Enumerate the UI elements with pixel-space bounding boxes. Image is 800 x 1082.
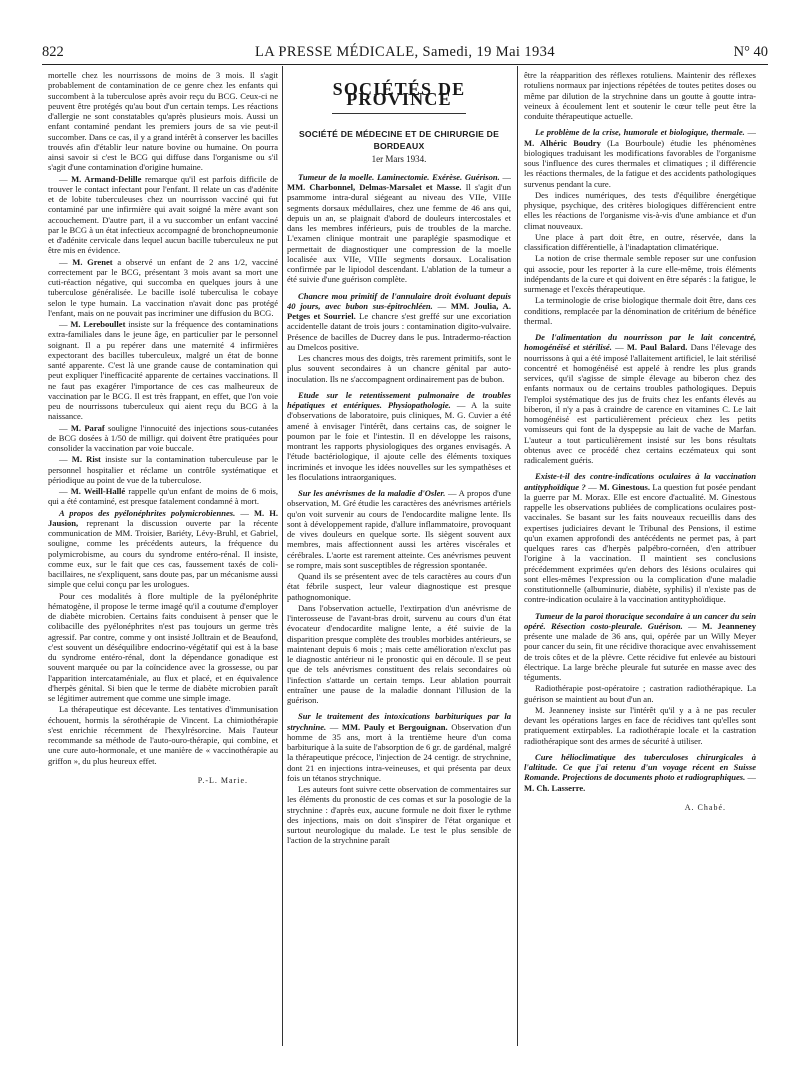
society-title: SOCIÉTÉ DE MÉDECINE ET DE CHIRURGIE DE BORDEAUX: [298, 128, 500, 151]
paragraph: Pour ces modalités à flore multiple de la pyélonéphrite hématogène, il propose le terme imagé qu'il a coutume d'employer de diabète microbien. Certains faits conduisent à penser que le colibacille des pyélonéphrites n'est pas toujours un germe très agressif. Par contre, comme y ont insisté Jolltrain et de Beaufond, c'est souvent un déséquilibre endocrino-végétatif qui est à la base du syndrome entéro-rénal, dont la dépendance gonadique est souvent marquée ou par la coïncidence avec la grossesse, ou par l'apparition intercataméniale, au flux et placé, et en équivalence d'herpès génital. Si bien que le terme de diabète microbien paraît se légitimer autrement que comme une simple image.: [48, 590, 278, 703]
article-title: Cure hélioclimatique des tuberculoses chirurgicales à l'altitude. Ce que j'ai retenu d'un voyage récent en Suisse Romande. Projections de documents photo et radiographiques.: [524, 751, 756, 783]
paragraph: Dans l'observation actuelle, l'extirpation d'un anévrisme de l'interosseuse de l'avant-bras droit, survenu au cours d'un état évocateur d'endocardite maligne lente, a été suivie de la disparition presque complète des troubles morbides antérieurs, se maintenant depuis 6 mois ; mais cette amélioration n'exclut pas le diagnostic antérieur ni le pronostic qui en découle. Il se peut que de tels anévrismes constituent des relais secondaires où l'infection s'attarde un certain temps. Leur ablation pourrait entraîner une pause de la maladie donnant l'illusion de la guérison.: [287, 602, 511, 705]
paragraph: Sur le traitement des intoxications barbituriques par la strychnine. — MM. Pauly et Bergouignan. Observation d'un homme de 35 ans, mort à la trentième heure d'un coma barbiturique à la suite de l'absorption de 6 gr. de gardénal, malgré la thérapeutique précoce, l'injection de 24 centigr. de strychnine, dont 21 en injections intra-veineuses, et qui présenta par deux fois un tétanos strychnique.: [287, 711, 511, 783]
paragraph: — M. Grenet a observé un enfant de 2 ans 1/2, vacciné correctement par le BCG, présentant 3 mois avant sa mort une cuti-réaction négative, qui succomba en quelques jours à une tuberculose généralisée. Le bacille isolé tuberculisa le cobaye selon le type humain. La vaccination n'avait donc pas protégé l'enfant, mais on ne pouvait pas incriminer une diffusion du BCG.: [48, 256, 278, 318]
paragraph: Sur les anévrismes de la maladie d'Osler. — A propos d'une observation, M. Gré étudie les caractères des anévrismes artériels qu'on voit survenir au cours de l'endocardite maligne lente. Ils sont à développement rapide, d'allure inflammatoire, provoquant de vives douleurs en quelque sorte. Ils siègent souvent aux membres, mais affectionnent aussi les artères viscérales et cérébrales. L'aorte est rarement atteinte. Ces anévrismes peuvent se rompre, mais sont susceptibles de régression spontanée.: [287, 488, 511, 570]
column-right: [524, 70, 756, 1050]
author-names: M. Alhéric Boudry: [524, 137, 601, 148]
paragraph: — M. Armand-Delille remarque qu'il est parfois difficile de trouver le contact infectant pour l'enfant. Il relate un cas d'adénite et de lobite tuberculeuses chez un nourrisson vacciné qui fut contaminé par une infirmière qui avait soigné la mère avant son accouchement. D'autre part, il a vu succomber un enfant vacciné par le BCG à un état infectieux accompagné de bronchopneumonie et d'adénite cervicale dans lequel aucun bacille tuberculeux ne put être mis en évidence.: [48, 173, 278, 256]
paragraph: Chancre mou primitif de l'annulaire droit évoluant depuis 40 jours, avec bubon sus-épitrochléen. — MM. Joulia, A. Petges et Sourriel. Le chancre s'est greffé sur une excoriation accidentelle datant de trois jours : contamination digito-vulvaire. Présence de bacilles de Ducrey dans le pus. Intradermo-réaction au Dmelcos positive.: [287, 290, 511, 352]
header-rule: [42, 64, 768, 65]
paragraph: Les chancres mous des doigts, très rarement primitifs, sont le plus souvent secondaires à un chancre génital par auto-inoculation. Ils ne s'accompagnent ordinairement pas de bubon.: [287, 353, 511, 384]
article-title: Sur les anévrismes de la maladie d'Osler.: [298, 488, 446, 498]
article-title: A propos des pyélonéphrites polymicrobiennes.: [59, 507, 236, 518]
paragraph: Une place à part doit être, en outre, réservée, dans la classification différentielle, à l'inadaptation climatérique.: [524, 231, 756, 252]
paragraph: — M. Paraf souligne l'innocuité des injections sous-cutanées de BCG dosées à 1/50 de milligr. qui doivent être pratiquées pour consolider la vaccination par voie buccale.: [48, 422, 278, 453]
speaker-name: M. Weill-Hallé: [70, 486, 126, 496]
article-title: De l'alimentation du nourrisson par le lait concentré, homogénéisé et stérilisé.: [524, 332, 756, 353]
author-names: MM. Joulia, A. Petges et Sourriel.: [287, 300, 511, 321]
paragraph: Tumeur de la paroi thoracique secondaire à un cancer du sein opéré. Résection costo-pleurale. Guérison. — M. Jeanneney présente une malade de 36 ans, qui, opérée par un Willy Meyer pour cancer du sein, fit une récidive thoracique avec envahissement de trois côtes et de la plèvre. Cette récidive fut enlevée au bistouri électrique. La large brèche pleurale fut suturée en masse avec des téguments.: [524, 610, 756, 682]
page-number: 822: [42, 44, 64, 60]
author-names: M. Ch. Lasserre.: [524, 782, 586, 793]
article-title: Existe-t-il des contre-indications oculaires à la vaccination antityphoïdique ?: [524, 471, 756, 492]
paragraph: — M. Lereboullet insiste sur la fréquence des contaminations extra-familiales dans le jeune âge, en particulier par le personnel soignant. Il a pu repérer dans une maternité 4 infirmières expectorant des bacilles tuberculeux, malgré un état de bonne santé apparente. C'est là une grande cause de contamination qui peut expliquer l'inefficacité apparente de certaines vaccinations. Il ne faut pas exagérer l'importance de ces cas malheureux de vaccination par le BCG. Il est très frappant, en effet, que l'on voie peu de nourrissons tuberculeux qui aient reçu du BCG à la naissance.: [48, 319, 278, 422]
paragraph: être la réapparition des réflexes rotuliens. Maintenir des réflexes rotuliens normaux par injections répétées de toutes petites doses ou même par dilution de la strychnine dans un goutte à goutte intra-veineux à écoulement lent et soutenir le cœur telle peut être la conduite thérapeutique actuelle.: [524, 70, 756, 121]
paragraph: mortelle chez les nourrissons de moins de 3 mois. Il s'agit probablement de contamination de ce genre chez les enfants qui succombent à la tuberculose après avoir reçu du BCG. Ceux-ci ne peuvent être protégés qu'au bout d'un certain temps. Les réactions d'allergie ne sont constatables qu'après plusieurs mois. Aussi un enfant contaminé pendant les premiers jours de sa vie peut-il succomber. Dans ce cas, il y a grand intérêt à conserver les bacilles trouvés afin d'établir leur nature bovine ou humaine. On pourra ainsi savoir si c'est le BCG qui diffuse dans l'organisme ou s'il s'agit d'une contamination d'origine humaine.: [48, 70, 278, 173]
paragraph: Les auteurs font suivre cette observation de commentaires sur les éléments du pronostic de ces comas et sur la posologie de la strychnine : d'après eux, aucune formule ne doit fixer le rythme des injections, mais on doit s'inspirer de l'état organique et surtout neurologique du malade. Le test le plus sensible de l'action de la strychnine paraît: [287, 784, 511, 846]
paragraph: La terminologie de crise biologique thermale doit être, dans ces conditions, remplacée par la dénomination de critérium de bénéfice thermal.: [524, 295, 756, 326]
paragraph: A propos des pyélonéphrites polymicrobiennes. — M. H. Jausion, reprenant la discussion ouverte par la récente communication de MM. Troisier, Bariéty, Lévy-Bruhl, et Gabriel, souligne, comme les précédents auteurs, la fréquence du polymicrobisme, au cours du syndrome entéro-rénal. Il insiste, comme eux, sur le fait que ces cas, faussement taxés de coli-bacillaires, ne s'expliquent, sans doute pas, par un mécanisme aussi simple que celui conçu par les urologues.: [48, 507, 278, 590]
paragraph: Des indices numériques, des tests d'équilibre énergétique physique, psychique, des critères biologiques différencient entre elles les réactions de l'organisme vis-à-vis d'une ambiance et d'un climat nouveaux.: [524, 189, 756, 231]
section-title: SOCIÉTÉS DE PROVINCE: [332, 79, 466, 110]
author-names: MM. Pauly et Bergouignan.: [341, 721, 448, 732]
speaker-name: M. Rist: [71, 454, 101, 465]
paragraph: La notion de crise thermale semble reposer sur une confusion qui associe, pour les reporter à la cure elle-même, trois éléments indépendants de la cure et qui doivent en être séparés : la fatigue, le surmenage et l'excès thérapeutique.: [524, 253, 756, 294]
column-divider: [282, 66, 283, 1046]
speaker-name: M. Armand-Delille: [71, 173, 142, 184]
speaker-name: M. Grenet: [72, 256, 113, 267]
paragraph: Etude sur le retentissement pulmonaire de troubles hépatiques et entériques. Physiopathologie. — A la suite d'observations de laboratoire, puis cliniques, M. G. Cuvier a été amené à envisager l'intérêt, dans certains cas, de soigner le poumon par le foie et l'intestin. Il en développe les raisons, montrant les rapports physiologiques des organes envisagés. A l'étude bactériologique, il ajoute celle des éléments toxiques incriminés et invoque les idées nouvelles sur les sympathèses et les floculations intraorganiques.: [287, 389, 511, 482]
paragraph: — M. Rist insiste sur la contamination tuberculeuse par le personnel hospitalier et réclame un contrôle systématique et périodique au point de vue de la tuberculose.: [48, 454, 278, 485]
article-title: Etude sur le retentissement pulmonaire de troubles hépatiques et entériques. Physiopathologie.: [287, 389, 511, 410]
column-left: [48, 70, 278, 1050]
column-divider: [517, 66, 518, 1046]
issue-number: N° 40: [733, 44, 768, 60]
article-title: Chancre mou primitif de l'annulaire droit évoluant depuis 40 jours, avec bubon sus-épitrochléen.: [287, 290, 511, 311]
speaker-name: M. Paraf: [70, 422, 105, 433]
speaker-name: M. H. Jausion,: [48, 507, 278, 528]
author-names: M. Ginestous.: [599, 481, 650, 492]
paragraph: De l'alimentation du nourrisson par le lait concentré, homogénéisé et stérilisé. — M. Paul Balard. Dans l'élevage des nourrissons à qui a été imposé l'allaitement artificiel, le lait stérilisé concentré et homogénéisé est appelé à rendre les plus grands services, qu'il s'agisse de simple élevage au biberon chez des enfants normaux ou de certains troubles pathologiques. Depuis l'emploi systématique des jus de fruits chez les enfants élevés au biberon, il n'y a pas à craindre de carence en vitamines C. Le lait homogénéisé est particulièrement précieux chez les petits vomisseurs qui font de la dyspepsie au lait de vache de Marfan. L'auteur a tout particulièrement insisté sur les bons résultats obtenus avec ce procédé chez certains eczémateux qui sont radicalement guéris.: [524, 332, 756, 465]
author-names: M. Paul Balard.: [626, 342, 688, 353]
paragraph: M. Jeanneney insiste sur l'intérêt qu'il y a à ne pas reculer devant les opérations larges en face de récidives tant qu'elles sont pratiquement extirpables. La radiothérapie locale et la castration radiothérapique sont des armes de sécurité à utiliser.: [524, 704, 756, 746]
column-middle: [287, 70, 511, 1050]
paragraph: Existe-t-il des contre-indications oculaires à la vaccination antityphoïdique ? — M. Ginestous. La question fut posée pendant la guerre par M. Morax. Elle est encore d'actualité. M. Ginestous rappelle les observations publiées de complications oculaires post-vaccinales. Se basant sur les faits nouveaux recueillis dans des expertises judiciaires devant le Tribunal des Pensions, il estime qu'un examen approfondi des antécédents ne permet pas, à part quelques rares cas d'herpès palpébro-cornéen, d'en attribuer l'origine à la vaccination. Il maintient ses conclusions précédemment exprimées qu'en dehors des lésions oculaires qui sont elles-mêmes l'expression ou la complication d'une maladie constitutionnelle (albuminurie, diabète, syphilis) il n'existe pas de contre-indication oculaire à la vaccination antityphoïdique.: [524, 471, 756, 605]
title-rule: [332, 113, 466, 114]
session-date: 1er Mars 1934.: [371, 153, 427, 164]
speaker-name: M. Lereboullet: [70, 319, 126, 329]
page-header: [42, 40, 768, 62]
paragraph: Cure hélioclimatique des tuberculoses chirurgicales à l'altitude. Ce que j'ai retenu d'un voyage récent en Suisse Romande. Projections de documents photo et radiographiques. — M. Ch. Lasserre.: [524, 751, 756, 793]
article-title: Tumeur de la moelle. Laminectomie. Exérèse. Guérison.: [298, 171, 500, 182]
journal-title: LA PRESSE MÉDICALE, Samedi, 19 Mai 1934: [255, 44, 555, 60]
paragraph: Radiothérapie post-opératoire ; castration radiothérapique. La guérison se maintient au bout d'un an.: [524, 683, 756, 704]
paragraph: Tumeur de la moelle. Laminectomie. Exérèse. Guérison. — MM. Charbonnel, Delmas-Marsalet et Masse. Il s'agit d'un psammome intra-dural siégeant au niveau des VIIe, VIIIe segments dorsaux médullaires, chez une femme de 46 ans qui, depuis un an, se plaignait d'abord de douleurs intercostales et dans les membres inférieurs, puis de troubles de la marche. L'examen clinique montrait une paraplégie spasmodique et permettait de diagnostiquer une compression de la moelle localisée aux VIIe, VIIIe segments dorsaux. Localisation confirmée par le lipiodol descendant. L'ablation de la tumeur a été suivie d'une guérison complète.: [287, 171, 511, 285]
article-title: Le problème de la crise, humorale et biologique, thermale.: [535, 127, 745, 138]
signature: P.-L. Marie.: [197, 775, 248, 785]
paragraph: La thérapeutique est décevante. Les tentatives d'immunisation échouent, hormis la sérothérapie de Vincent. La chimiothérapie s'est enrichie récemment de l'hexylrésorcine. Mais l'auteur recommande sa méthode de l'auto-ouro-thérapie, qui combine, et une cure auto-hormonale, et une manière de « vaccinothérapie au griffon », du plus heureux effet.: [48, 704, 278, 766]
paragraph: — M. Weill-Hallé rappelle qu'un enfant de moins de 6 mois, qui a été contaminé, est presque fatalement condamné à mort.: [48, 486, 278, 507]
article-title: Tumeur de la paroi thoracique secondaire à un cancer du sein opéré. Résection costo-pleurale. Guérison.: [524, 610, 756, 631]
article-title: Sur le traitement des intoxications barbituriques par la strychnine.: [287, 711, 511, 732]
paragraph: Quand ils se présentent avec de tels caractères au cours d'un état fébrile suspect, leur valeur diagnostique est presque pathognomonique.: [287, 571, 511, 602]
paragraph: Le problème de la crise, humorale et biologique, thermale. — M. Alhéric Boudry (La Bourboule) étudie les phénomènes biologiques traduisant les modifications favorables de l'organisme sous l'influence des cures thermales et climatiques ; il différencie les réactions thermales, de la fatigue et des accidents pathologiques survenus pendant la cure.: [524, 127, 756, 189]
author-names: MM. Charbonnel, Delmas-Marsalet et Masse.: [287, 182, 462, 192]
signature: A. Chabé.: [684, 802, 726, 812]
author-names: M. Jeanneney: [701, 620, 756, 631]
